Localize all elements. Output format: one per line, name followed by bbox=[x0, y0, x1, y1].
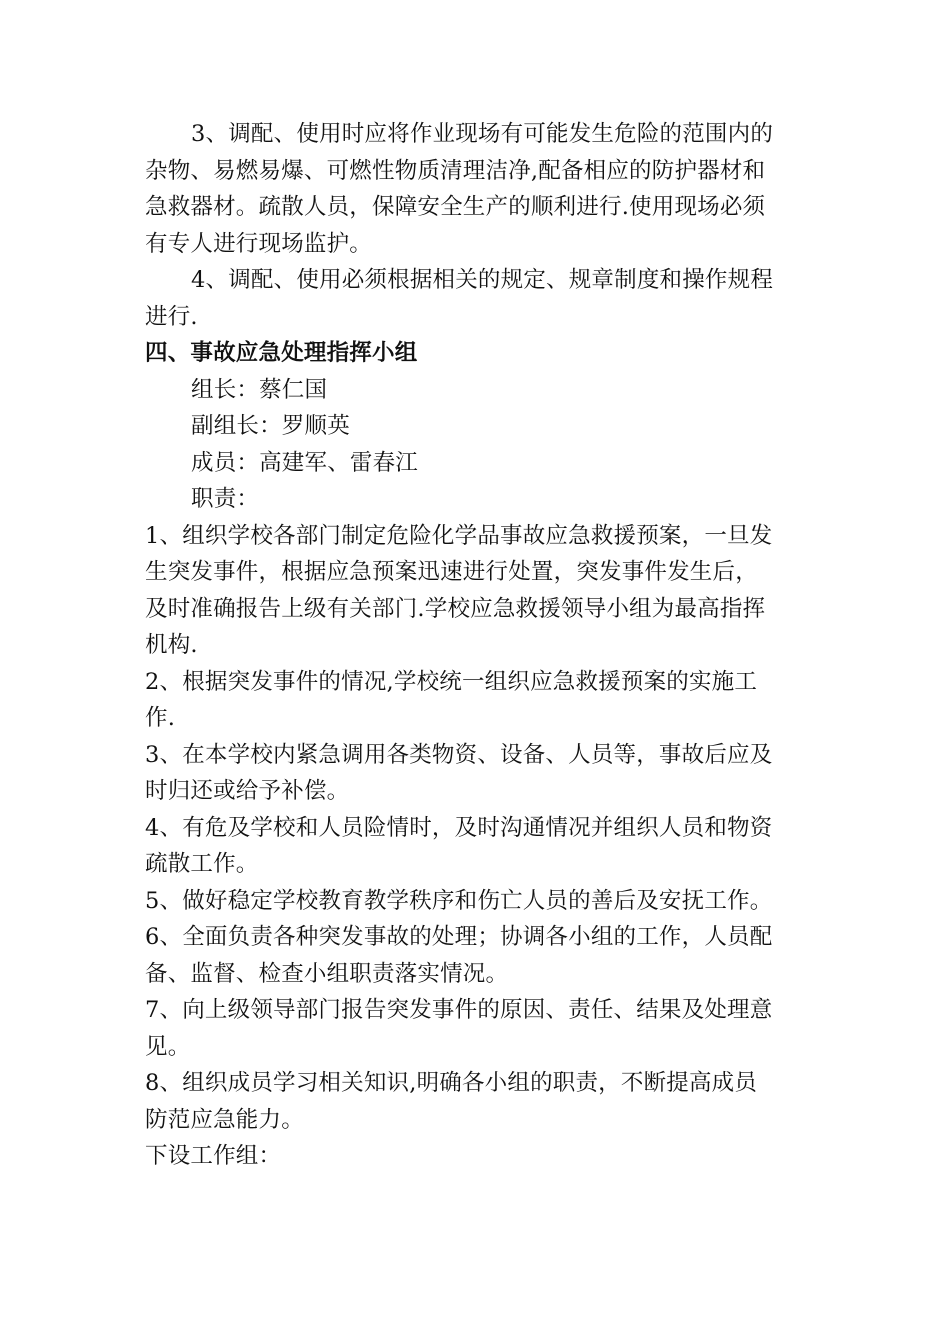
duty-line: 见。 bbox=[145, 1033, 191, 1060]
duty-line: 疏散工作。 bbox=[145, 851, 259, 877]
duties-label: 职责： bbox=[191, 486, 260, 512]
paragraph-line: 急救器材。疏散人员，保障安全生产的顺利进行.使用现场必须 bbox=[145, 194, 766, 220]
document-page bbox=[145, 116, 810, 1175]
duty-line: 8、组织成员学习相关知识,明确各小组的职责，不断提高成员 bbox=[145, 1070, 758, 1096]
duty-line: 时归还或给予补偿。 bbox=[145, 778, 350, 804]
duty-line: 备、监督、检查小组职责落实情况。 bbox=[145, 960, 509, 987]
paragraph-line: 杂物、易燃易爆、可燃性物质清理洁净,配备相应的防护器材和 bbox=[145, 157, 766, 184]
paragraph-line: 进行. bbox=[145, 303, 198, 330]
duty-line: 2、根据突发事件的情况,学校统一组织应急救援预案的实施工 bbox=[145, 668, 758, 695]
duty-line: 5、做好稳定学校教育教学秩序和伤亡人员的善后及安抚工作。 bbox=[145, 887, 773, 914]
duty-line: 作. bbox=[145, 705, 176, 731]
duty-line: 7、向上级领导部门报告突发事件的原因、责任、结果及处理意 bbox=[145, 997, 773, 1023]
paragraph-line: 4、调配、使用必须根据相关的规定、规章制度和操作规程 bbox=[191, 267, 774, 293]
duty-line: 3、在本学校内紧急调用各类物资、设备、人员等，事故后应及 bbox=[145, 741, 773, 768]
duty-line: 生突发事件，根据应急预案迅速进行处置，突发事件发生后， bbox=[145, 559, 758, 585]
team-members: 成员：高建军、雷春江 bbox=[191, 449, 419, 476]
paragraph-line: 3、调配、使用时应将作业现场有可能发生危险的范围内的 bbox=[191, 121, 774, 147]
paragraph-line: 有专人进行现场监护。 bbox=[145, 230, 373, 257]
duty-line: 6、全面负责各种突发事故的处理；协调各小组的工作，人员配 bbox=[145, 924, 773, 950]
duty-line: 4、有危及学校和人员险情时，及时沟通情况并组织人员和物资 bbox=[145, 814, 773, 841]
team-leader: 组长：蔡仁国 bbox=[191, 376, 328, 403]
section-heading: 四、事故应急处理指挥小组 bbox=[145, 340, 418, 366]
duty-line: 1、组织学校各部门制定危险化学品事故应急救援预案，一旦发 bbox=[145, 522, 773, 549]
duty-line: 防范应急能力。 bbox=[145, 1106, 304, 1133]
subgroup-label: 下设工作组： bbox=[145, 1143, 282, 1169]
team-deputy-leader: 副组长：罗顺英 bbox=[191, 413, 350, 439]
duty-line: 及时准确报告上级有关部门.学校应急救援领导小组为最高指挥 bbox=[145, 595, 766, 622]
duty-line: 机构. bbox=[145, 632, 198, 658]
